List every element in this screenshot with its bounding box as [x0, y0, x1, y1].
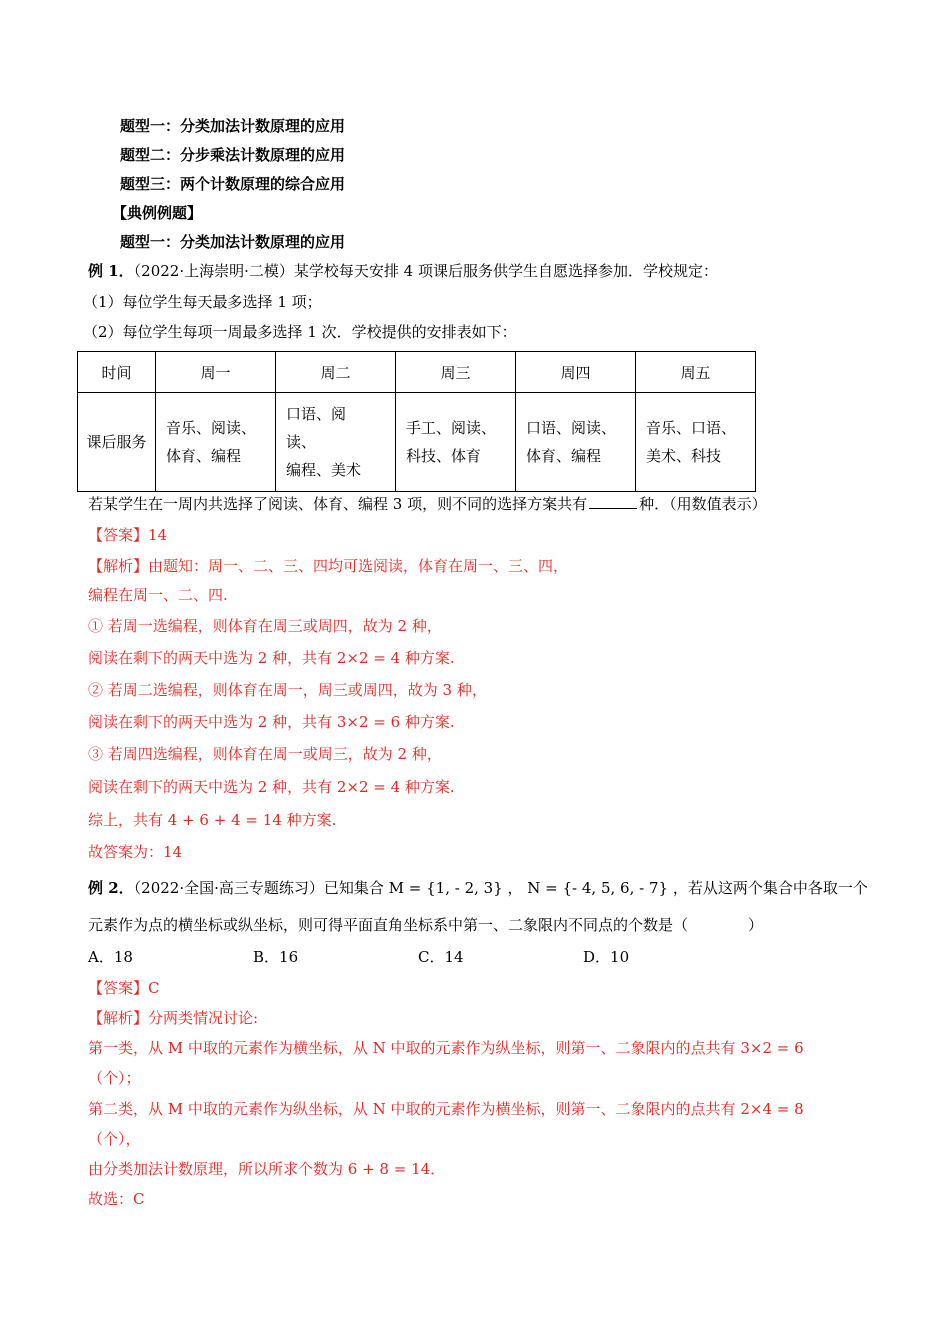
table-row-label: 课后服务 [78, 393, 156, 492]
option-c: C．14 [418, 948, 464, 966]
table-row [78, 393, 756, 492]
table-cell: 口语、阅 读、 编程、美术 [276, 393, 396, 492]
example-2-analysis-line: 第二类，从 M 中取的元素作为纵坐标，从 N 中取的元素作为横坐标，则第一、二象限内的点共有 2×4 = 8 [88, 1100, 804, 1118]
example-1-analysis-line: ① 若周一选编程，则体育在周三或周四，故为 2 种， [88, 617, 442, 635]
example-1-analysis-line: 综上，共有 4 + 6 + 4 = 14 种方案. [88, 811, 337, 829]
section-header: 【典例例题】 [112, 204, 203, 222]
example-1-analysis-line: 阅读在剩下的两天中选为 2 种，共有 3×2 = 6 种方案. [88, 713, 455, 731]
example-2-answer: 【答案】C [88, 979, 160, 997]
example-1-rule-2: （2）每位学生每项一周最多选择 1 次．学校提供的安排表如下： [83, 323, 517, 341]
example-1-analysis-line: 阅读在剩下的两天中选为 2 种，共有 2×2 = 4 种方案. [88, 649, 455, 667]
table-cell: 音乐、阅读、 体育、编程 [156, 393, 276, 492]
table-header-cell: 时间 [78, 352, 156, 393]
table-header-cell: 周三 [396, 352, 516, 393]
option-b: B．16 [253, 948, 299, 966]
example-2-stem-cont: 元素作为点的横坐标或纵坐标，则可得平面直角坐标系中第一、二象限内不同点的个数是（ ） [88, 916, 764, 934]
example-2-analysis-line: （个）； [88, 1069, 141, 1087]
example-1-analysis-line: 编程在周一、二、四. [88, 586, 228, 604]
example-1-stem: 例 1．（2022·上海崇明·二模）某学校每天安排 4 项课后服务供学生自愿选择参加．学校规定： [88, 262, 718, 280]
toc-item-3: 题型三：两个计数原理的综合应用 [120, 175, 346, 193]
option-d: D．10 [583, 948, 630, 966]
example-1-analysis-line: 【解析】由题知：周一、二、三、四均可选阅读，体育在周一、三、四， [88, 557, 569, 575]
example-1-analysis-line: 阅读在剩下的两天中选为 2 种，共有 2×2 = 4 种方案. [88, 778, 455, 796]
table-header-row [78, 352, 756, 393]
toc-item-1: 题型一：分类加法计数原理的应用 [120, 117, 346, 135]
table-cell: 手工、阅读、 科技、体育 [396, 393, 516, 492]
schedule-table [77, 351, 756, 492]
table-cell: 音乐、口语、 美术、科技 [636, 393, 756, 492]
table-header-cell: 周四 [516, 352, 636, 393]
example-2-analysis-line: 由分类加法计数原理，所以所求个数为 6 + 8 = 14． [88, 1160, 446, 1178]
table-header-cell: 周二 [276, 352, 396, 393]
example-1-rule-1: （1）每位学生每天最多选择 1 项； [83, 293, 322, 311]
table-header-cell: 周五 [636, 352, 756, 393]
table-cell: 口语、阅读、 体育、编程 [516, 393, 636, 492]
answer-blank [589, 494, 637, 509]
option-a: A．18 [88, 948, 133, 966]
example-1-label: 例 1． [88, 262, 134, 280]
table-header-cell: 周一 [156, 352, 276, 393]
section-title: 题型一：分类加法计数原理的应用 [120, 233, 346, 251]
example-2-analysis-line: 故选：C [88, 1190, 145, 1208]
example-2-stem: 例 2．（2022·全国·高三专题练习）已知集合 M = {1, - 2, 3} ， N = {- 4, 5, 6, - 7} ，若从这两个集合中各取一个 [88, 879, 868, 897]
example-2-label: 例 2． [88, 879, 134, 897]
example-1-answer: 【答案】14 [88, 526, 168, 544]
example-2-analysis-line: 第一类，从 M 中取的元素作为横坐标，从 N 中取的元素作为纵坐标，则第一、二象限内的点共有 3×2 = 6 [88, 1039, 804, 1057]
example-2-analysis-line: （个）， [88, 1130, 141, 1148]
example-1-analysis-line: ② 若周二选编程，则体育在周一，周三或周四，故为 3 种， [88, 681, 487, 699]
example-1-question: 若某学生在一周内共选择了阅读、体育、编程 3 项，则不同的选择方案共有 种．（用数值表示） [88, 495, 767, 513]
toc-item-2: 题型二：分步乘法计数原理的应用 [120, 146, 346, 164]
example-1-analysis-line: 故答案为：14 [88, 843, 183, 861]
example-2-analysis-line: 【解析】分两类情况讨论: [88, 1009, 259, 1027]
example-1-analysis-line: ③ 若周四选编程，则体育在周一或周三，故为 2 种， [88, 745, 442, 763]
